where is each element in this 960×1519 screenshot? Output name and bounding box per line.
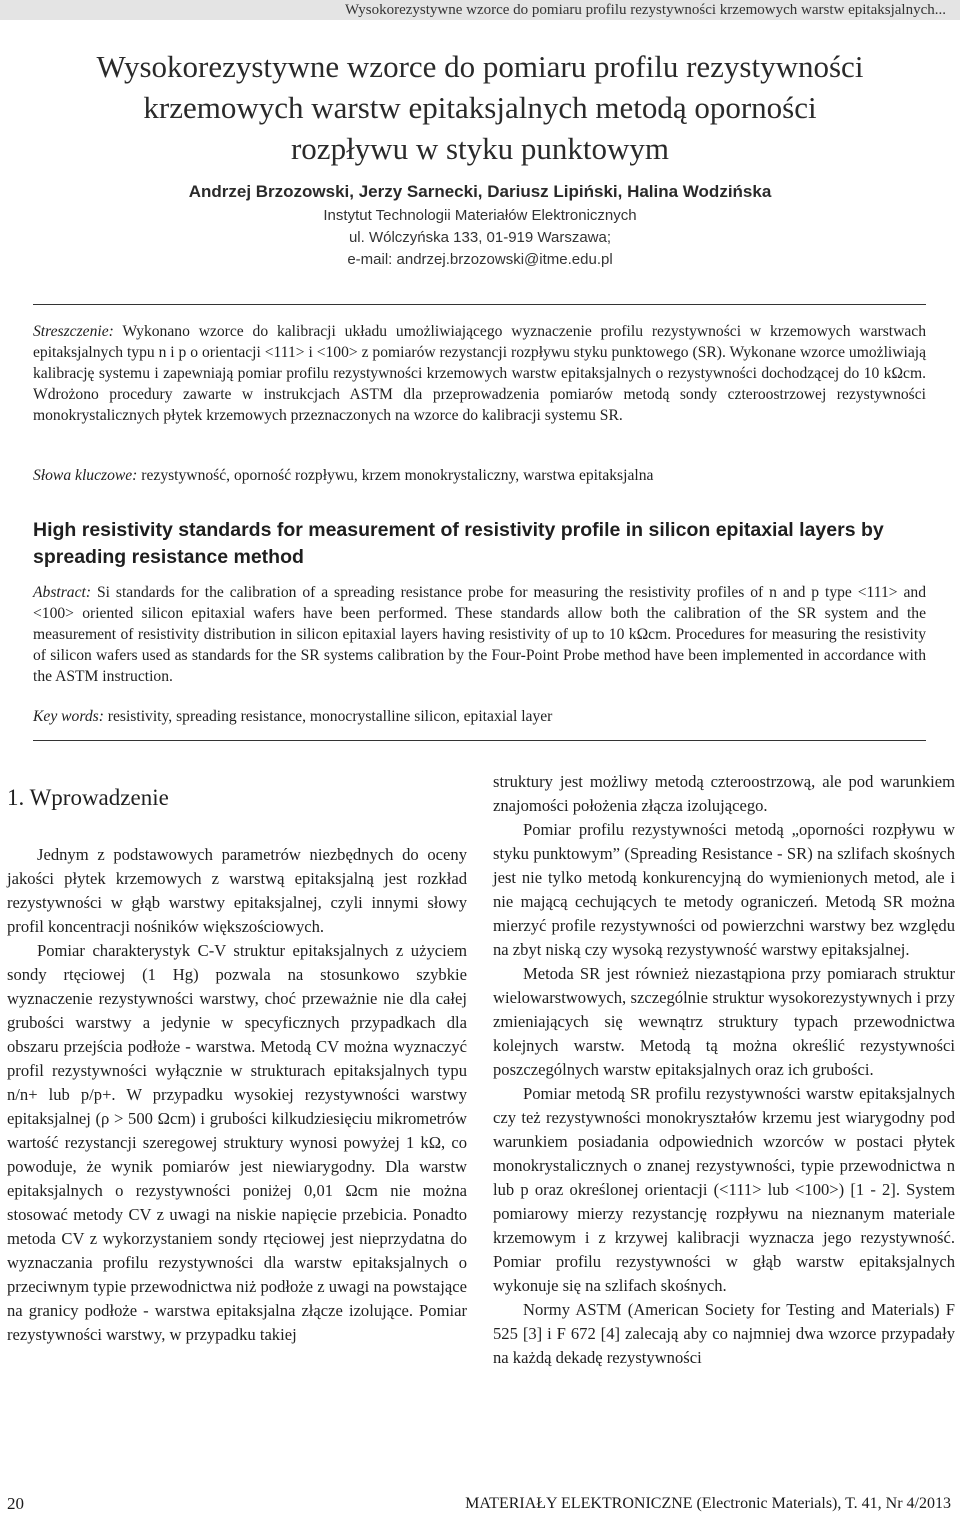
title-line: rozpływu w styku punktowym: [290, 131, 669, 166]
english-title: High resistivity standards for measurement of resistivity profile in silicon epitaxial layers by spreading resistance method: [33, 519, 884, 568]
paragraph: Pomiar metodą SR profilu rezystywności warstw epitaksjalnych czy też rezystywności monokryształów krzemu jest wiarygodny pod warunkiem posiadania odpowiednich wzorców w postaci płytek monokrystalicznych o znanej rezystywności, typie przewodnictwa n lub p oraz określonej orientacji (<111> lub <100>) [1 - 2]. System pomiarowy mierzy rezystancję rozpływu na nieznanym materiale krzemowym i z krzywej kalibracji wyznacza jego rezystywność. Pomiar profilu rezystywności w głąb warstw epitaksjalnych wykonuje się na szlifach skośnych.: [493, 1084, 955, 1295]
running-head: [0, 0, 960, 20]
abstract-en-text: Si standards for the calibration of a spreading resistance probe for measuring the resistivity profiles of n and p type <111> and <100> oriented silicon epitaxial wafers have been performed. These standards allow both the calibration of the SR system and the measurement of resistivity distribution in silicon epitaxial layers having resistivity of up to 10 kΩcm. Procedures for measuring the resistivity of silicon wafers used as standards for the SR systems calibration by the Four-Point Probe method have been implemented in accordance with the ASTM instruction.: [33, 584, 926, 685]
title-line: Wysokorezystywne wzorce do pomiaru profilu rezystywności: [96, 49, 864, 84]
paragraph: struktury jest możliwy metodą czteroostrzową, ale pod warunkiem znajomości położenia złącza izolującego.: [493, 772, 955, 815]
keywords-en: [33, 706, 926, 727]
paragraph: Normy ASTM (American Society for Testing and Materials) F 525 [3] i F 672 [4] zalecają aby co najmniej dwa wzorce przypadały na każdą dekadę rezystywności: [493, 1300, 955, 1367]
divider: [33, 740, 926, 741]
paragraph: Jednym z podstawowych parametrów niezbędnych do oceny jakości płytek krzemowych z warstwą epitaksjalną jest rozkład rezystywności w głąb warstwy epitaksjalnej, czyli innymi słowy profil koncentracji nośników większościowych.: [7, 845, 467, 936]
keywords-pl-text: rezystywność, oporność rozpływu, krzem monokrystaliczny, warstwa epitaksjalna: [141, 467, 654, 484]
affiliation-address: ul. Wólczyńska 133, 01-919 Warszawa;: [348, 229, 612, 246]
authors: Andrzej Brzozowski, Jerzy Sarnecki, Dariusz Lipiński, Halina Wodzińska: [188, 182, 772, 201]
paragraph: Metoda SR jest również niezastąpiona przy pomiarach struktur wielowarstwowych, szczególnie struktur wysokorezystywnych i przy zmieniających się wewnątrz struktury typach przewodnictwa kolejnych warstw. Metodą tą można określić rezystywności poszczególnych warstw epitaksjalnych oraz ich grubości.: [493, 964, 955, 1079]
running-head-text: Wysokorezystywne wzorce do pomiaru profilu rezystywności krzemowych warstw epitaksjalnych...: [344, 2, 946, 18]
paper-title: [60, 46, 900, 169]
abstract-pl: [33, 321, 926, 426]
page-number: 20: [7, 1494, 24, 1513]
journal-footer: MATERIAŁY ELEKTRONICZNE (Electronic Materials), T. 41, Nr 4/2013: [465, 1495, 951, 1512]
paragraph: Pomiar profilu rezystywności metodą „oporności rozpływu w styku punktowym” (Spreading Resistance - SR) na szlifach skośnych jest nie tylko metodą konkurencyjną do wymienionych metod, ale i nie mającą cechujących te metody ograniczeń. Metodą SR można mierzyć profile rezystywności od powierzchni warstwy bez względu na zbyt niską czy wysoką rezystywność warstwy epitaksjalnej.: [493, 820, 955, 959]
abstract-en-label: Abstract:: [33, 584, 92, 601]
keywords-en-text: resistivity, spreading resistance, monocrystalline silicon, epitaxial layer: [107, 708, 553, 725]
affiliation-email: e-mail: andrzej.brzozowski@itme.edu.pl: [347, 251, 613, 268]
abstract-en: [33, 582, 926, 687]
paragraph: Pomiar charakterystyk C-V struktur epitaksjalnych z użyciem sondy rtęciowej (1 Hg) pozwala na stosunkowo szybkie wyznaczenie rezystywności warstwy, choć przeważnie nie dla całej grubości warstwy a jedynie w specyficznych przypadkach dla obszaru przejścia podłoże - warstwa. Metodą CV można wyznaczyć profil rezystywności wyłącznie w strukturach epitaksjalnych typu n/n+ lub p/p+. W przypadku wysokiej rezystywności warstwy epitaksjalnej (ρ > 500 Ωcm) i grubości kilkudziesięciu mikrometrów wartość rezystancji szeregowej struktury wynosi powyżej 1 kΩ, co powoduje, że wynik pomiarów jest niewiarygodny. Dla warstw epitaksjalnych o rezystywności poniżej 0,01 Ωcm nie można stosować metody CV z uwagi na niskie napięcie przebicia. Ponadto metoda CV z wykorzystaniem sondy rtęciowej jest nieprzydatna do wyznaczania profilu rezystywności dla warstw epitaksjalnych o przeciwnym typie przewodnictwa niż podłoże z uwagi na powstające na granicy podłoże - warstwa epitaksjalna złącze izolujące. Pomiar rezystywności warstwy, w przypadku takiej: [7, 941, 467, 1344]
title-line: krzemowych warstw epitaksjalnych metodą oporności: [143, 90, 817, 125]
abstract-pl-text: Wykonano wzorce do kalibracji układu umożliwiającego wyznaczenie profilu rezystywności w krzemowych warstwach epitaksjalnych typu n i p o orientacji <111> i <100> z pomiarów rezystancji rozpływu styku punktowego (SR). Wykonane wzorce umożliwiają kalibrację systemu i zapewniają pomiar profilu rezystywności krzemowych warstw epitaksjalnych o rezystywności dochodzącej do 10 kΩcm. Wdrożono procedury zawarte w instrukcjach ASTM dla przeprowadzenia pomiarów metodą sondy czteroostrzowej rezystywności monokrystalicznych płytek krzemowych przeznaczonych na wzorce do kalibracji systemu SR.: [33, 323, 926, 424]
keywords-pl-label: Słowa kluczowe:: [33, 467, 138, 484]
right-column: [493, 770, 955, 1370]
keywords-en-label: Key words:: [33, 708, 104, 725]
left-column: [7, 843, 467, 1347]
divider: [33, 304, 926, 305]
abstract-pl-label: Streszczenie:: [33, 323, 114, 340]
keywords-pl: [33, 465, 926, 486]
affiliation-institute: Instytut Technologii Materiałów Elektronicznych: [323, 207, 637, 224]
section-heading: 1. Wprowadzenie: [7, 785, 169, 810]
